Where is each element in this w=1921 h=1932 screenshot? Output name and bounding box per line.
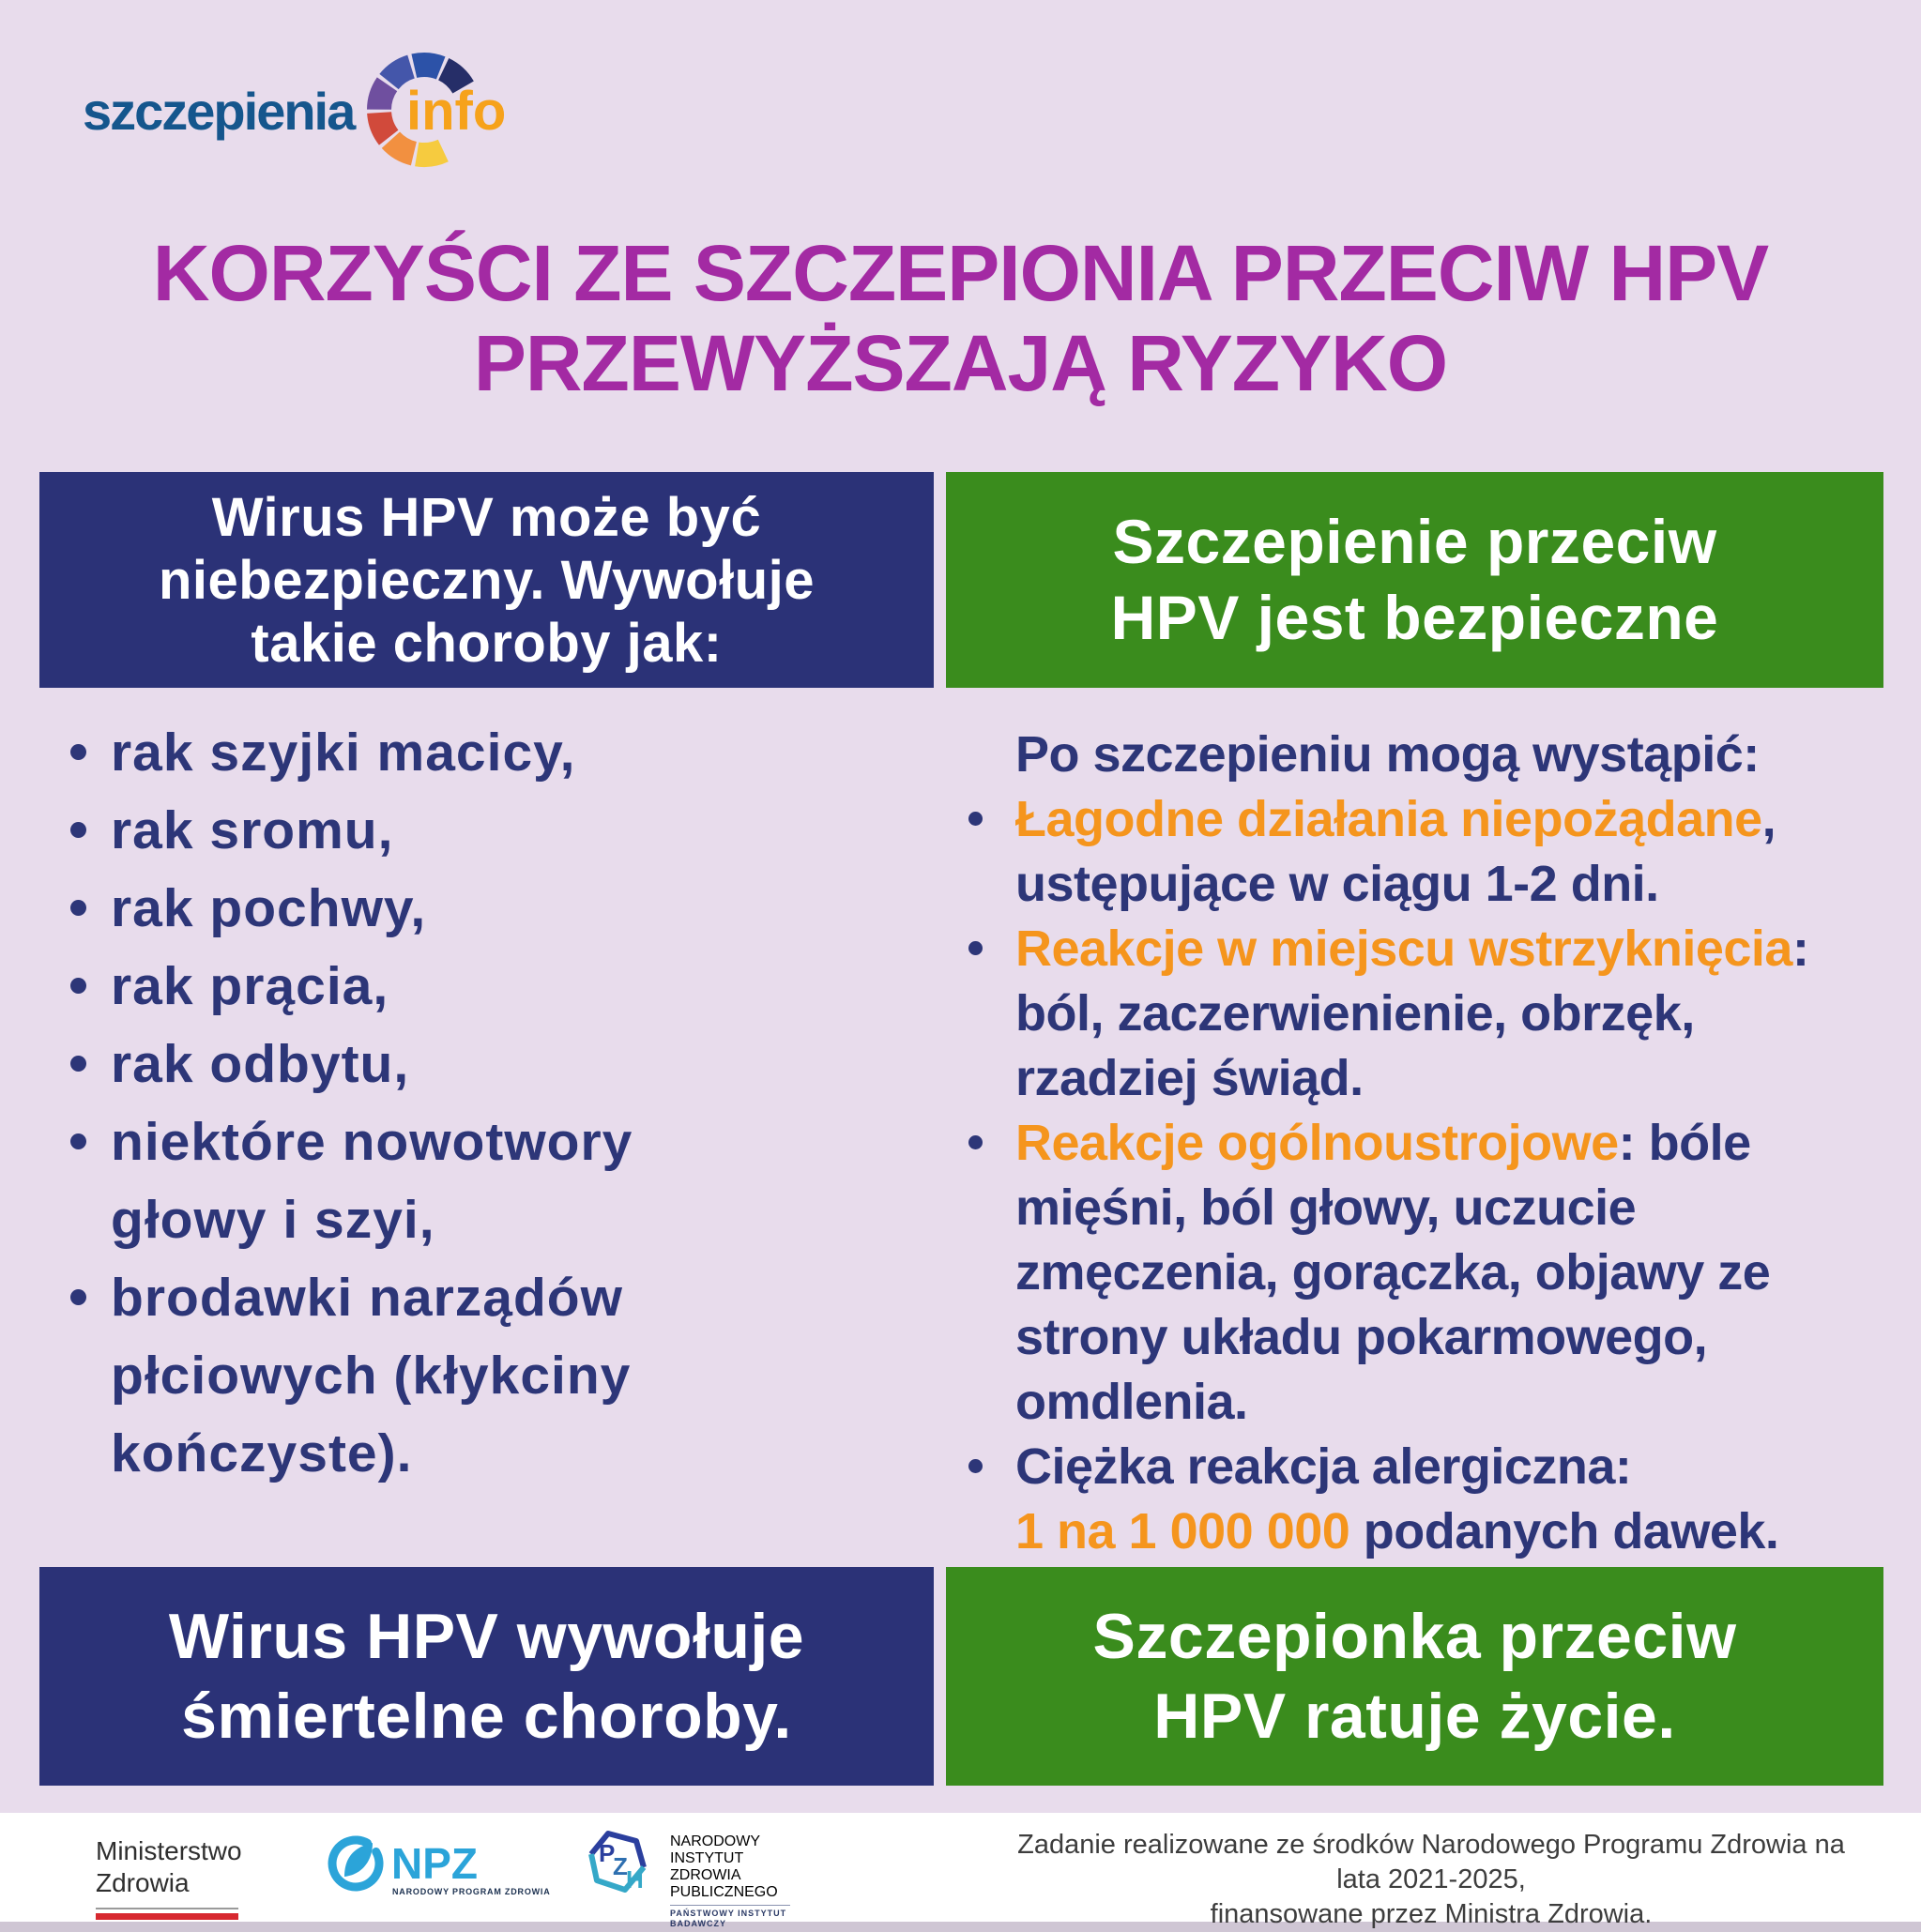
- right-column-header: [946, 472, 1883, 688]
- text-line: śmiertelne choroby.: [181, 1680, 792, 1752]
- list-item-continuation: [39, 1414, 934, 1492]
- page-title-line2: PRZEWYŻSZAJĄ RYZYKO: [473, 319, 1448, 407]
- ring-segment-indigo: [389, 67, 412, 82]
- segmented-ring-icon: [363, 49, 532, 173]
- text-segment: rak szyjki macicy,: [111, 722, 576, 783]
- text-segment: Łagodne działania niepożądane: [1015, 790, 1762, 847]
- funding-note: [1004, 1828, 1858, 1932]
- list-item-continuation: [946, 851, 1913, 916]
- text-line: takie choroby jak:: [251, 612, 723, 674]
- text-segment: :: [1791, 920, 1809, 977]
- text-line: HPV ratuje życie.: [1153, 1680, 1676, 1752]
- ring-segment-purple: [379, 84, 388, 110]
- list-item: [39, 791, 934, 869]
- bullet-dot-icon: [70, 1056, 86, 1072]
- text-segment: ustępujące w ciągu 1-2 dni.: [1015, 855, 1659, 912]
- text-line: Wirus HPV może być: [211, 486, 762, 548]
- ring-segment-blue: [415, 65, 441, 68]
- text-segment: ból, zaczerwienienie, obrzęk,: [1015, 984, 1695, 1042]
- text-line: Szczepionka przeciw: [1092, 1600, 1737, 1672]
- footer-band: [0, 1813, 1921, 1929]
- text-segment: rzadziej świąd.: [1015, 1049, 1364, 1106]
- bullet-dot-icon: [70, 1289, 86, 1305]
- text-line: BADAWCZY: [670, 1919, 726, 1928]
- bullet-dot-icon: [70, 900, 86, 916]
- npz-caption-text: NARODOWY PROGRAM ZDROWIA: [392, 1887, 551, 1896]
- text-line: Wirus HPV wywołuje: [168, 1600, 805, 1672]
- text-segment: kończyste).: [111, 1422, 413, 1483]
- pzh-hexagon-icon: [582, 1826, 657, 1899]
- mz-logo-line1: Ministerstwo: [96, 1836, 242, 1865]
- right-bottom-statement: [946, 1567, 1883, 1786]
- pzh-letter-h: H: [626, 1865, 644, 1894]
- text-segment: rak odbytu,: [111, 1033, 410, 1094]
- list-item-continuation: [946, 722, 1913, 786]
- list-item: [39, 1025, 934, 1103]
- bullet-dot-icon: [70, 744, 86, 760]
- list-item-continuation: [946, 1175, 1913, 1240]
- list-item-continuation: [39, 1336, 934, 1414]
- text-segment: strony układu pokarmowego,: [1015, 1308, 1708, 1365]
- text-segment: płciowych (kłykciny: [111, 1345, 632, 1406]
- pzh-letter-z: Z: [613, 1852, 628, 1880]
- list-item-continuation: [946, 1498, 1913, 1563]
- text-segment: ,: [1761, 790, 1776, 847]
- list-item: [39, 1258, 934, 1336]
- list-item: [946, 1434, 1913, 1498]
- mz-red-bar: [96, 1913, 238, 1920]
- text-segment: głowy i szyi,: [111, 1189, 435, 1250]
- npz-abbr-text: NPZ: [391, 1839, 478, 1888]
- list-item-continuation: [39, 1180, 934, 1258]
- text-line: PAŃSTWOWY INSTYTUT: [670, 1909, 787, 1918]
- ministerstwo-zdrowia-logo: [96, 1835, 242, 1920]
- text-line: HPV jest bezpieczne: [1110, 583, 1719, 652]
- list-item: [39, 1103, 934, 1180]
- text-segment: omdlenia.: [1015, 1373, 1248, 1430]
- page-title-line1: KORZYŚCI ZE SZCZEPIONIA PRZECIW HPV: [152, 229, 1769, 317]
- text-segment: brodawki narządów: [111, 1267, 623, 1328]
- logo-suffix-text: info: [406, 81, 507, 142]
- mz-flag-underline: [96, 1908, 238, 1920]
- text-line: ZDROWIA: [670, 1867, 741, 1883]
- funding-note-line1: Zadanie realizowane ze środków Narodowego Programu Zdrowia na lata 2021-2025,: [1017, 1830, 1845, 1894]
- text-segment: mięśni, ból głowy, uczucie: [1015, 1179, 1637, 1236]
- bullet-dot-icon: [968, 812, 983, 826]
- pzh-name-lines: [670, 1833, 790, 1901]
- npz-logo: [324, 1830, 551, 1905]
- text-segment: zmęczenia, gorączka, objawy ze: [1015, 1243, 1771, 1301]
- list-item: [39, 713, 934, 791]
- text-line: INSTYTUT: [670, 1850, 744, 1866]
- text-segment: Po szczepieniu mogą wystąpić:: [1015, 725, 1760, 783]
- mz-logo-line2: Zdrowia: [96, 1868, 190, 1897]
- bullet-dot-icon: [968, 1135, 983, 1149]
- bullet-dot-icon: [70, 822, 86, 838]
- ring-segment-orange: [391, 140, 415, 154]
- pzh-institute-logo: [582, 1826, 790, 1929]
- bullet-dot-icon: [70, 1133, 86, 1149]
- text-segment: rak pochwy,: [111, 877, 427, 938]
- text-segment: Reakcje ogólnoustrojowe: [1015, 1114, 1619, 1171]
- text-line: NARODOWY: [670, 1833, 760, 1849]
- list-item-continuation: [946, 1369, 1913, 1434]
- text-segment: : bóle: [1618, 1114, 1751, 1171]
- pzh-letter-p: P: [599, 1839, 616, 1867]
- text-segment: rak sromu,: [111, 799, 394, 860]
- ring-segment-red: [379, 113, 389, 138]
- pzh-divider: [670, 1905, 790, 1906]
- vaccine-reactions-list: [946, 722, 1913, 1563]
- bullet-dot-icon: [968, 941, 983, 955]
- funding-note-line2: finansowane przez Ministra Zdrowia.: [1210, 1899, 1653, 1929]
- bullet-dot-icon: [70, 978, 86, 994]
- text-line: niebezpieczny. Wywołuje: [158, 549, 816, 611]
- list-item-continuation: [946, 1304, 1913, 1369]
- npz-leaf-icon: [344, 1843, 373, 1877]
- text-segment: Ciężka reakcja alergiczna:: [1015, 1438, 1632, 1495]
- list-item-continuation: [946, 981, 1913, 1045]
- logo-brand-text: szczepienia: [83, 81, 355, 141]
- pzh-logo-text: [670, 1826, 790, 1929]
- text-segment: niektóre nowotwory: [111, 1111, 633, 1172]
- list-item: [39, 869, 934, 947]
- left-column-header: [39, 472, 934, 688]
- text-segment: Reakcje w miejscu wstrzyknięcia: [1015, 920, 1792, 977]
- bullet-dot-icon: [968, 1459, 983, 1473]
- text-segment: 1 na 1 000 000: [1015, 1502, 1350, 1559]
- list-item: [946, 786, 1913, 851]
- ring-segment-yellow: [417, 151, 443, 156]
- list-item: [946, 1110, 1913, 1175]
- list-item-continuation: [946, 1240, 1913, 1304]
- text-segment: rak prącia,: [111, 955, 389, 1016]
- pzh-sub-lines: [670, 1909, 790, 1929]
- list-item-continuation: [946, 1045, 1913, 1110]
- text-line: Szczepienie przeciw: [1112, 507, 1717, 576]
- page-title: [0, 228, 1921, 408]
- text-line: PUBLICZNEGO: [670, 1884, 778, 1900]
- list-item: [946, 916, 1913, 981]
- list-item: [39, 947, 934, 1025]
- hpv-diseases-list: [39, 713, 934, 1492]
- left-bottom-statement: [39, 1567, 934, 1786]
- mz-gray-bar: [96, 1908, 238, 1909]
- szczepienia-info-logo: [83, 49, 532, 173]
- text-segment: podanych dawek.: [1349, 1502, 1779, 1559]
